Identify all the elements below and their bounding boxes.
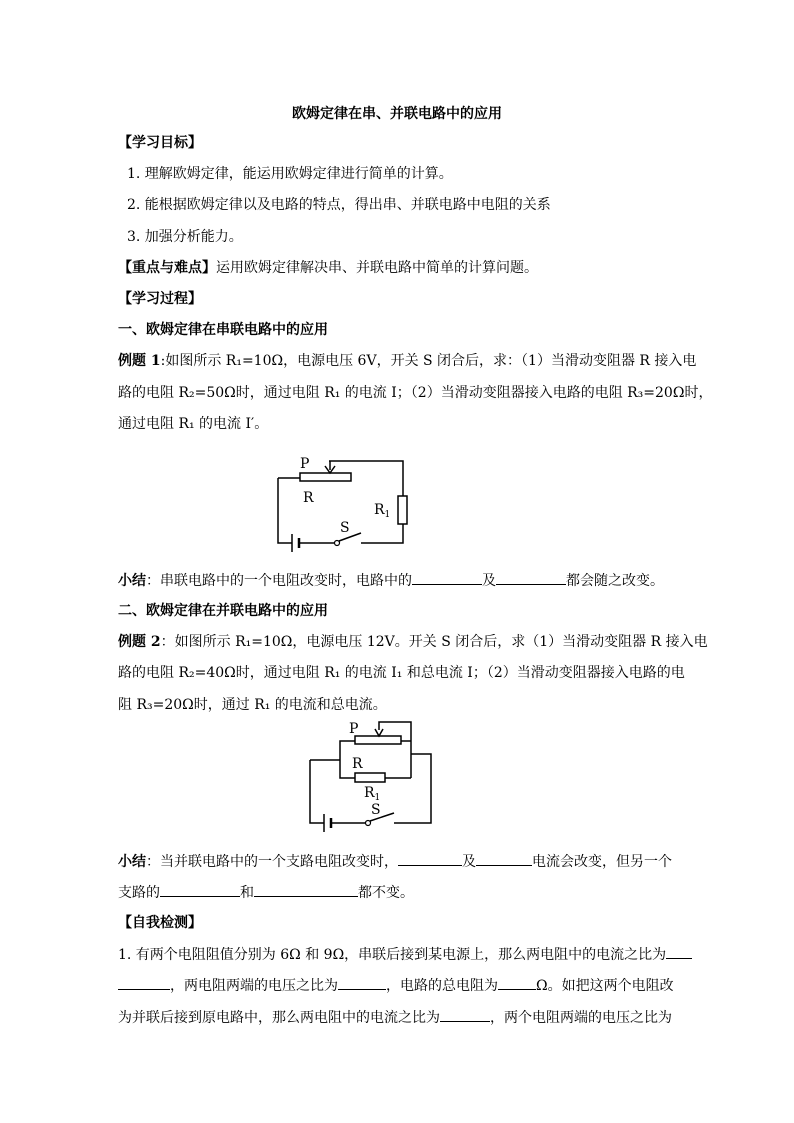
label-p: P <box>349 721 359 737</box>
example-2-label: 例题 2 <box>118 634 161 650</box>
label-r: R <box>352 756 363 772</box>
blank-6[interactable] <box>254 882 358 897</box>
summary-1-label: 小结 <box>118 573 146 589</box>
summary-1-text-b: 及 <box>482 573 496 589</box>
section-2-title: 二、欧姆定律在并联电路中的应用 <box>118 603 328 619</box>
goal-2: 2. 能根据欧姆定律以及电路的特点，得出串、并联电路中电阻的关系 <box>127 197 551 213</box>
parallel-circuit-diagram <box>300 716 440 836</box>
wire-left <box>278 478 292 543</box>
heading-goals: 【学习目标】 <box>118 135 202 151</box>
summary-2-text-f: 都不变。 <box>358 885 414 901</box>
series-circuit-diagram <box>270 452 420 557</box>
blank-5[interactable] <box>160 882 240 897</box>
question-1-text-e: 为并联后接到原电路中，那么两电阻中的电流之比为 <box>118 1010 440 1026</box>
label-s: S <box>340 520 350 536</box>
example-1-text-1: :如图所示 R₁=10Ω，电源电压 6V，开关 S 闭合后，求：（1）当滑动变阻器 R 接入电 <box>160 353 697 369</box>
key-text: 运用欧姆定律解决串、并联电路中简单的计算问题。 <box>216 260 538 276</box>
question-1-text-b: ，两电阻两端的电压之比为 <box>170 978 338 994</box>
question-1-line-3 <box>118 1007 672 1028</box>
slider-arrow <box>375 729 383 736</box>
label-s: S <box>371 802 381 818</box>
key-points <box>118 258 538 278</box>
blank-1[interactable] <box>412 570 482 585</box>
example-2-line-1 <box>118 632 708 652</box>
summary-2-text-d: 支路的 <box>118 885 160 901</box>
label-r1: $R_1$ <box>374 502 391 520</box>
page-title: 欧姆定律在串、并联电路中的应用 <box>292 106 502 122</box>
label-r: R <box>303 490 314 506</box>
blank-11[interactable] <box>440 1007 490 1022</box>
blank-7[interactable] <box>666 944 692 959</box>
example-2-line-3: 阻 R₃=20Ω时，通过 R₁ 的电流和总电流。 <box>118 697 387 713</box>
section-1-title: 一、欧姆定律在串联电路中的应用 <box>118 322 328 338</box>
heading-process: 【学习过程】 <box>118 291 202 307</box>
key-label: 【重点与难点】 <box>118 260 216 276</box>
example-1-line-3: 通过电阻 R₁ 的电流 I′。 <box>118 416 269 432</box>
resistor-r1 <box>355 773 385 782</box>
goal-1: 1. 理解欧姆定律，能运用欧姆定律进行简单的计算。 <box>127 166 453 182</box>
summary-2-line-2 <box>118 882 414 903</box>
question-1-text-c: ，电路的总电阻为 <box>386 978 498 994</box>
blank-9[interactable] <box>338 975 386 990</box>
blank-8[interactable] <box>118 975 170 990</box>
blank-4[interactable] <box>476 851 532 866</box>
question-1-line-1 <box>118 944 692 965</box>
question-1-text-f: ，两个电阻两端的电压之比为 <box>490 1010 672 1026</box>
blank-10[interactable] <box>498 975 536 990</box>
summary-2-text-e: 和 <box>240 885 254 901</box>
wire-right <box>361 524 403 543</box>
summary-1-text-a: ：串联电路中的一个电阻改变时，电路中的 <box>146 573 412 589</box>
question-1-text-d: Ω。如把这两个电阻改 <box>536 978 674 994</box>
switch-pivot <box>366 821 371 826</box>
resistor-r1 <box>398 496 407 524</box>
question-1-text-a: 1. 有两个电阻阻值分别为 6Ω 和 9Ω，串联后接到某电源上，那么两电阻中的电流之比为 <box>118 947 667 963</box>
example-1-line-1 <box>118 351 696 371</box>
example-2-line-2: 路的电阻 R₂=40Ω时，通过电阻 R₁ 的电流 I₁ 和总电流 I；（2）当滑动变阻器接入电路的电 <box>118 665 685 681</box>
summary-1 <box>118 570 664 591</box>
blank-2[interactable] <box>496 570 566 585</box>
label-p: P <box>300 456 310 472</box>
blank-3[interactable] <box>398 851 462 866</box>
example-2-text-1: ：如图所示 R₁=10Ω，电源电压 12V。开关 S 闭合后，求（1）当滑动变阻器 R 接入电 <box>160 634 708 650</box>
summary-2-text-b: 及 <box>462 854 476 870</box>
example-1-line-2: 路的电阻 R₂=50Ω时，通过电阻 R₁ 的电流 I；（2）当滑动变阻器接入电路的电阻 R₃=20Ω时， <box>118 385 713 401</box>
question-1-line-2 <box>118 975 674 996</box>
rheostat-body <box>355 736 401 744</box>
summary-1-text-c: 都会随之改变。 <box>566 573 664 589</box>
wire-main-left <box>310 760 324 823</box>
summary-2-text-a: ：当并联电路中的一个支路电阻改变时， <box>146 854 398 870</box>
heading-self-check: 【自我检测】 <box>118 915 202 931</box>
summary-2-line-1 <box>118 851 672 872</box>
summary-2-text-c: 电流会改变，但另一个 <box>532 854 672 870</box>
goal-3: 3. 加强分析能力。 <box>127 229 243 245</box>
rheostat-body <box>300 473 351 481</box>
wire-main-right <box>394 754 431 823</box>
label-r1: $R_1$ <box>364 785 381 803</box>
summary-2-label: 小结 <box>118 854 146 870</box>
example-1-label: 例题 1 <box>118 353 161 369</box>
switch-pivot <box>335 541 340 546</box>
